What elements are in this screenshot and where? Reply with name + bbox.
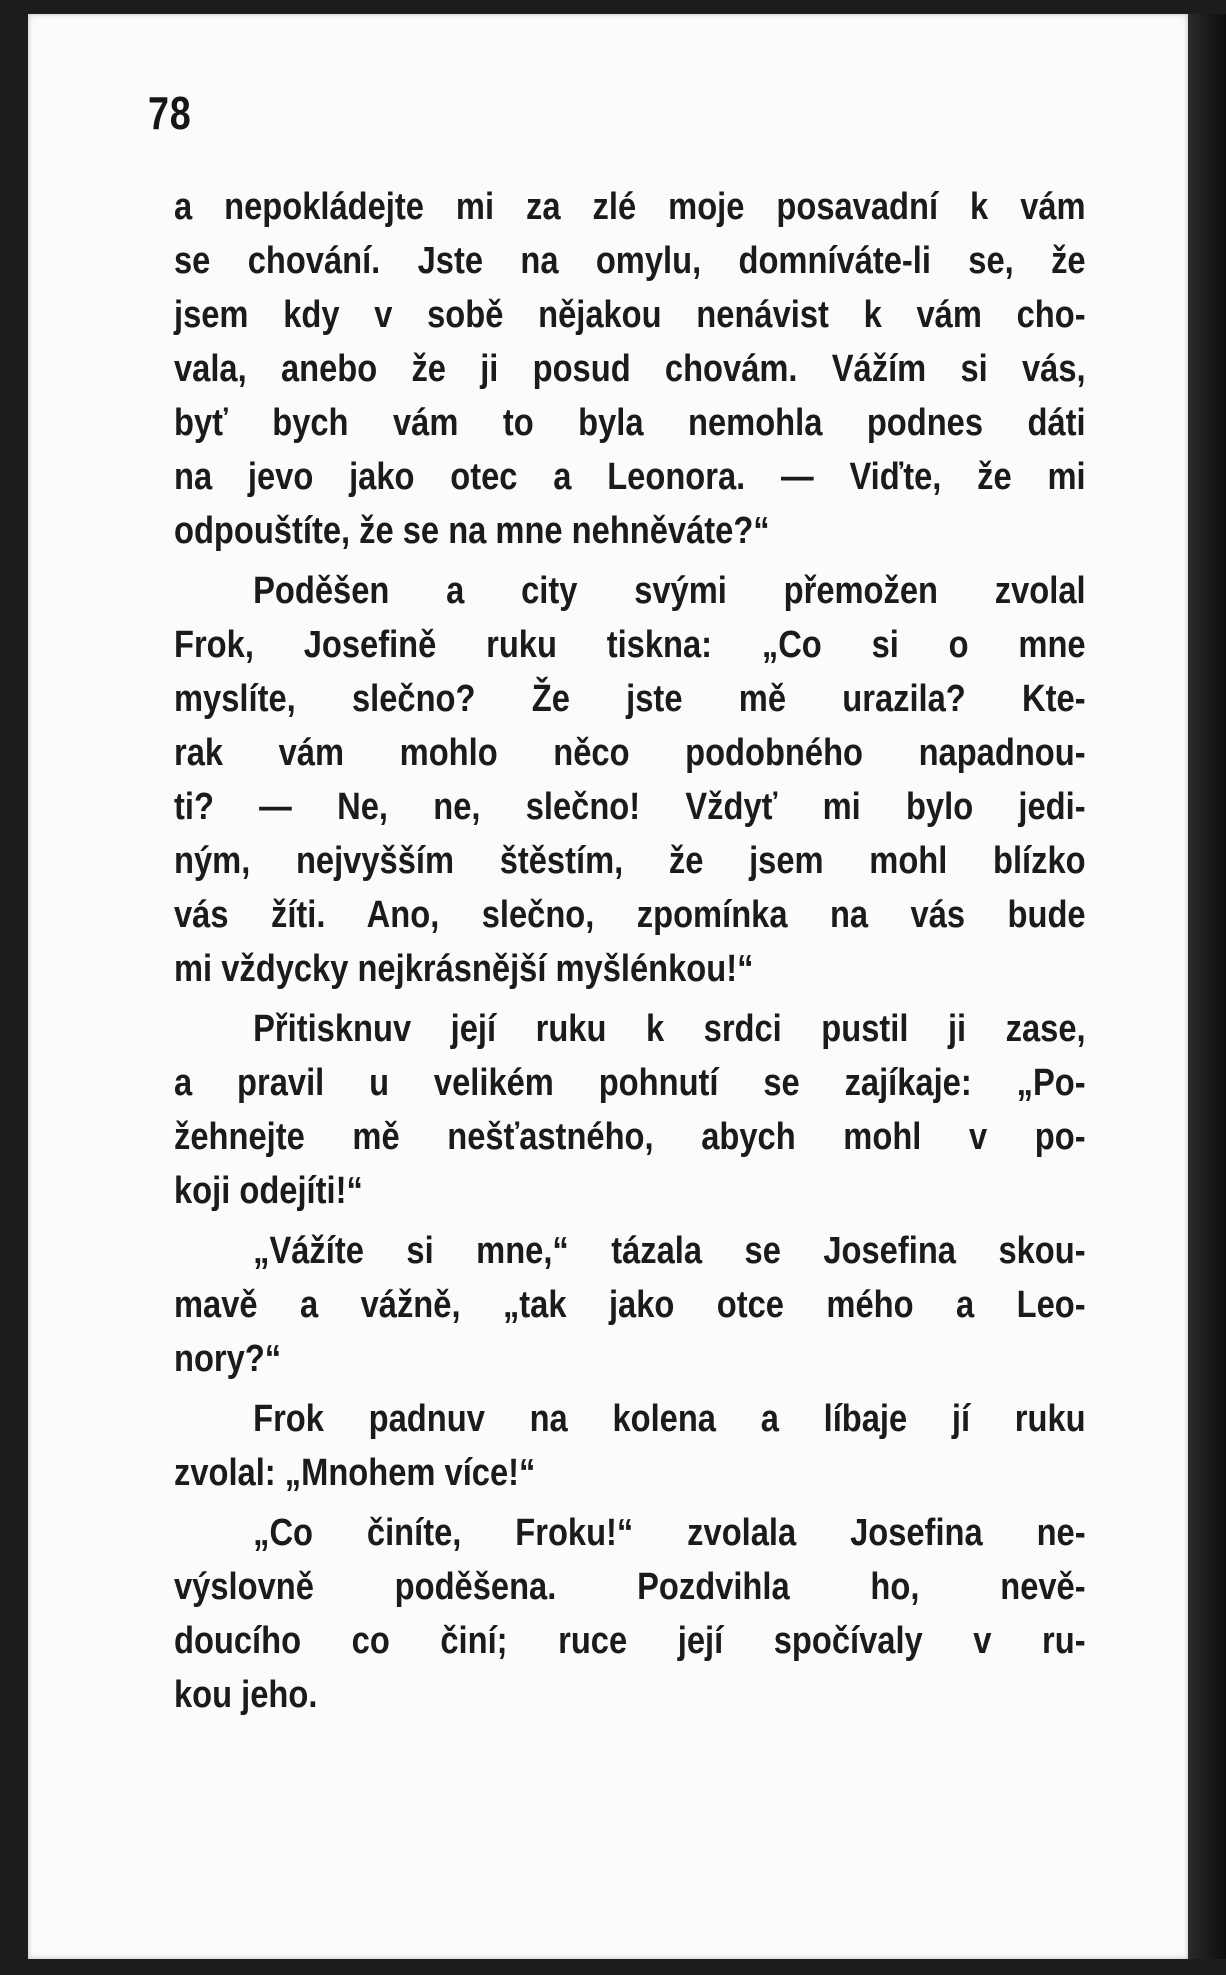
text-line: rak vám mohlo něco podobného napadnou- <box>174 732 1086 774</box>
text-line: doucího co činí; ruce její spočívaly v ru- <box>174 1620 1086 1662</box>
paragraph <box>174 1224 1094 1386</box>
text-line: na jevo jako otec a Leonora. — Viďte, že mi <box>174 456 1086 498</box>
paragraph <box>174 1392 1094 1500</box>
text-line: se chování. Jste na omylu, domníváte-li se, že <box>174 240 1086 282</box>
text-line: Frok padnuv na kolena a líbaje jí ruku <box>253 1398 1086 1440</box>
text-line: odpouštíte, že se na mne nehněváte?“ <box>174 510 770 552</box>
text-line: mavě a vážně, „tak jako otce mého a Leo- <box>174 1284 1086 1326</box>
text-line: ti? — Ne, ne, slečno! Vždyť mi bylo jedi- <box>174 786 1086 828</box>
text-line: výslovně poděšena. Pozdvihla ho, nevě- <box>174 1566 1086 1608</box>
text-line: Frok, Josefině ruku tiskna: „Co si o mne <box>174 624 1086 666</box>
page-edge <box>1188 14 1226 1959</box>
text-line: Přitisknuv její ruku k srdci pustil ji zase, <box>253 1008 1086 1050</box>
text-line: myslíte, slečno? Že jste mě urazila? Kte- <box>174 678 1086 720</box>
text-line: „Co činíte, Froku!“ zvolala Josefina ne- <box>253 1512 1086 1554</box>
paragraph <box>174 564 1094 996</box>
text-line: nory?“ <box>174 1338 282 1380</box>
text-line: „Vážíte si mne,“ tázala se Josefina skou- <box>253 1230 1086 1272</box>
paragraph <box>174 1506 1094 1722</box>
text-line: vala, anebo že ji posud chovám. Vážím si vás, <box>174 348 1086 390</box>
text-line: jsem kdy v sobě nějakou nenávist k vám cho- <box>174 294 1086 336</box>
text-line: žehnejte mě nešťastného, abych mohl v po- <box>174 1116 1086 1158</box>
text-line: byť bych vám to byla nemohla podnes dáti <box>174 402 1086 444</box>
text-line: mi vždycky nejkrásnější myšlénkou!“ <box>174 948 754 990</box>
text-line: a pravil u velikém pohnutí se zajíkaje: „Po- <box>174 1062 1086 1104</box>
text-line: koji odejíti!“ <box>174 1170 363 1212</box>
page-text <box>174 180 1094 1722</box>
text-line: ným, nejvyšším štěstím, že jsem mohl blízko <box>174 840 1086 882</box>
paragraph <box>174 180 1094 558</box>
text-line: Poděšen a city svými přemožen zvolal <box>253 570 1086 612</box>
text-line: a nepokládejte mi za zlé moje posavadní k vám <box>174 186 1086 228</box>
page-number: 78 <box>148 87 192 139</box>
text-line: zvolal: „Mnohem více!“ <box>174 1452 536 1494</box>
text-line: kou jeho. <box>174 1674 318 1716</box>
text-line: vás žíti. Ano, slečno, zpomínka na vás bude <box>174 894 1086 936</box>
paragraph <box>174 1002 1094 1218</box>
